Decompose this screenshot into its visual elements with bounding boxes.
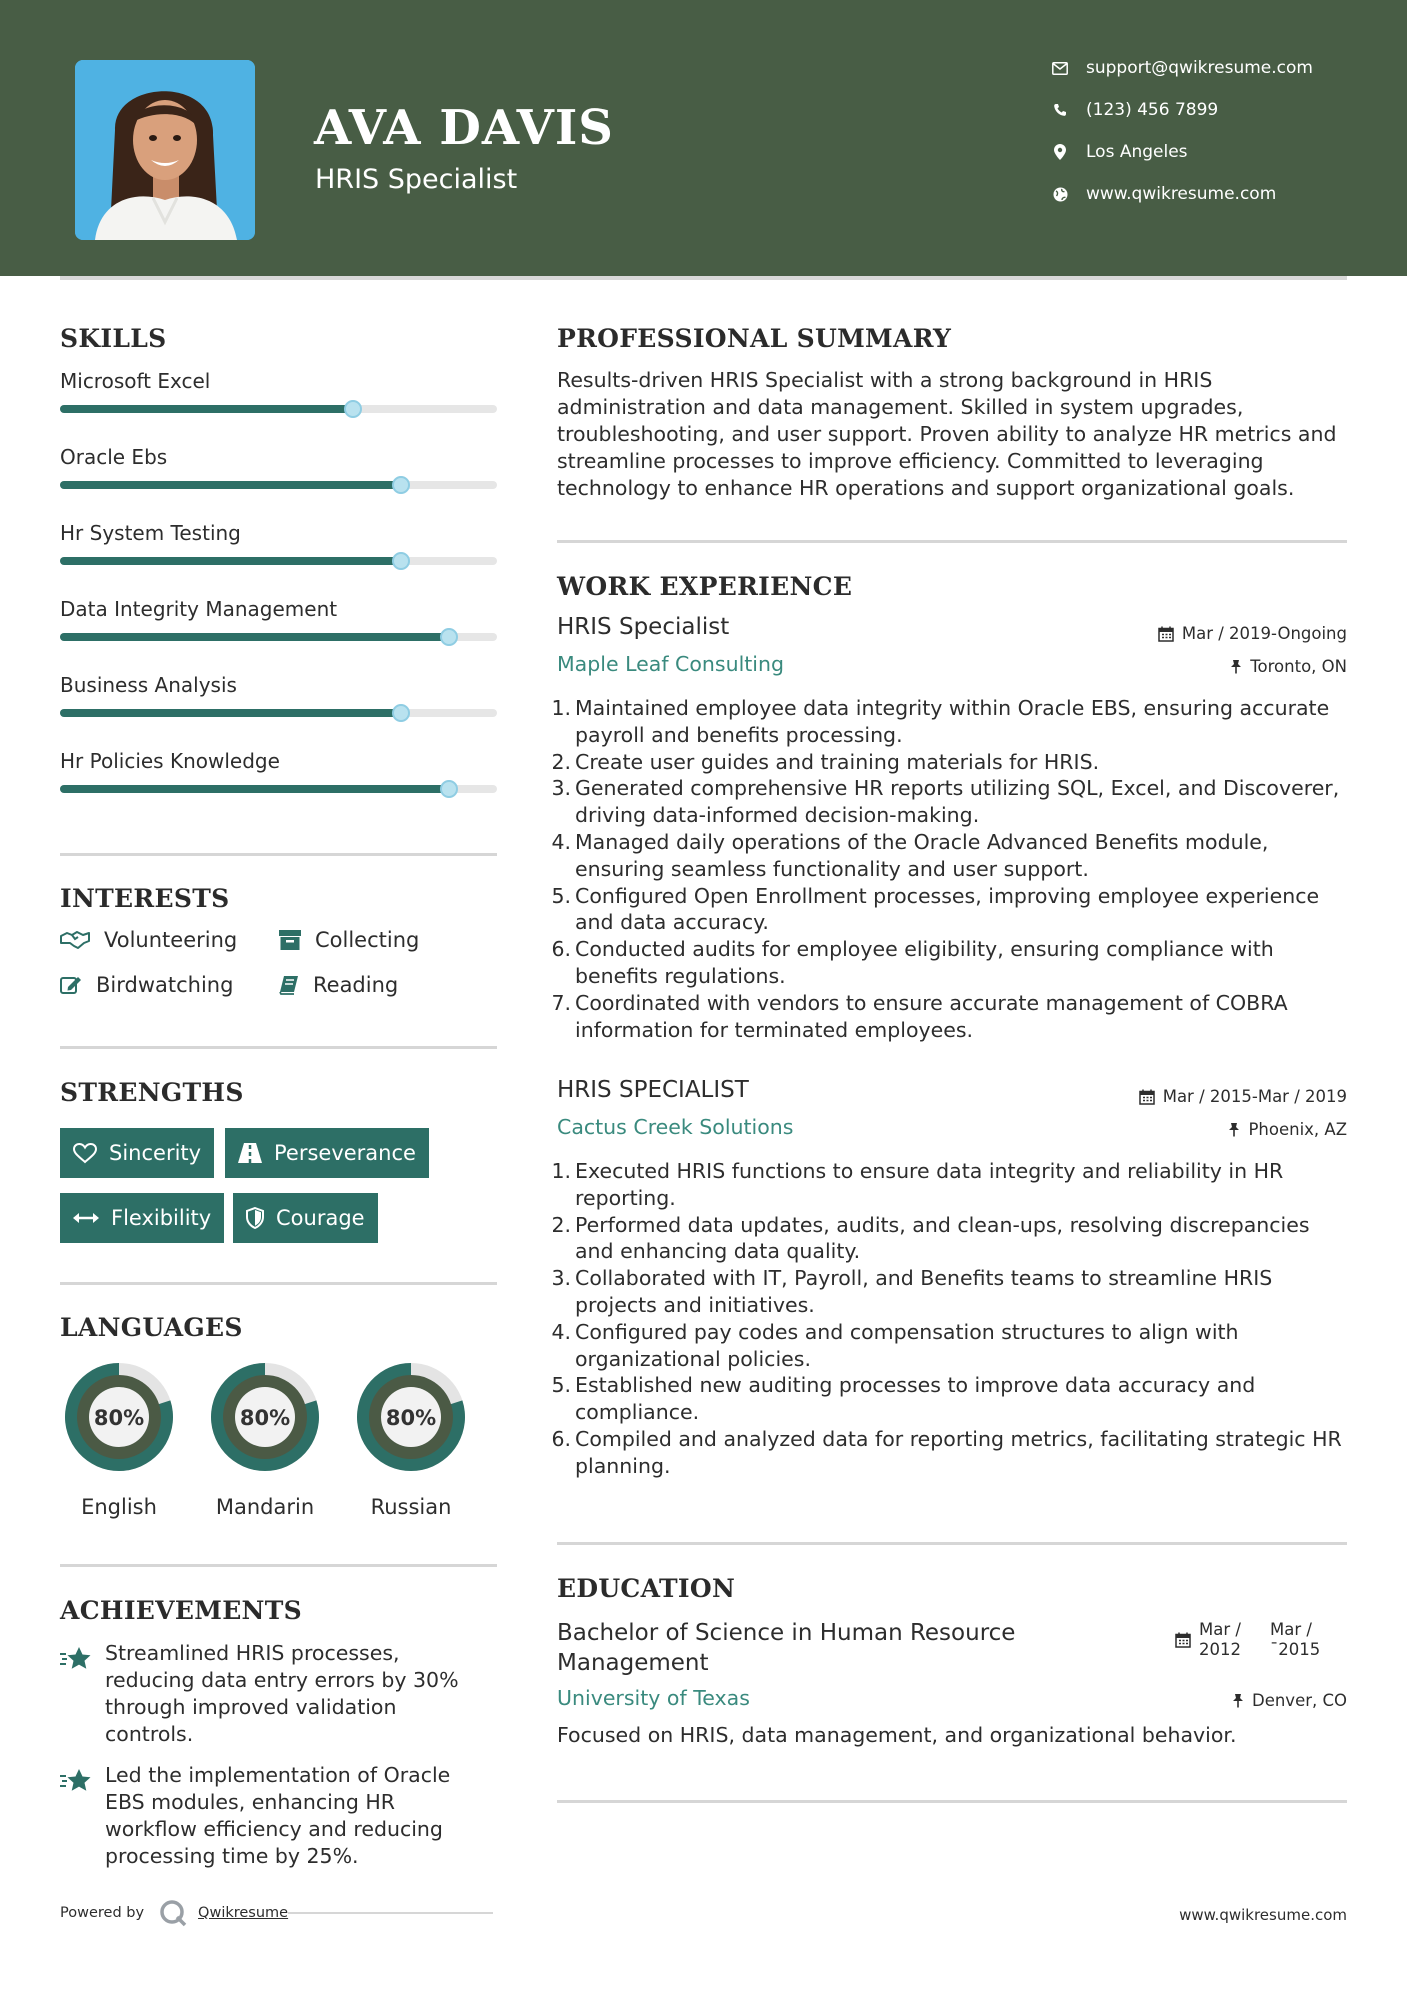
section-divider — [60, 853, 497, 856]
job-duties-list — [551, 695, 1349, 1043]
job-duty: 5. Established new auditing processes to improve data accuracy and compliance. — [551, 1373, 1256, 1425]
job-duty: 3. Generated comprehensive HR reports utilizing SQL, Excel, and Discoverer, driving data-informed decision-making. — [551, 776, 1340, 828]
job-entry-2 — [557, 1077, 1347, 1137]
job-location — [1228, 1120, 1347, 1139]
education-location-text: Denver, CO — [1251, 1691, 1347, 1710]
skill-bar — [60, 785, 497, 793]
powered-by-text: Powered by — [60, 1905, 145, 1921]
skill-item — [60, 749, 497, 773]
road-icon — [238, 1143, 262, 1163]
interest-collecting — [279, 928, 419, 952]
arrows-horizontal-icon — [73, 1211, 99, 1225]
footer-powered-by — [60, 1898, 493, 1928]
contact-phone-text: (123) 456 7899 — [1086, 100, 1219, 120]
job-duty: 4. Managed daily operations of the Oracle Advanced Benefits module, ensuring seamless functionality and user support. — [551, 829, 1269, 881]
interest-label: Collecting — [315, 928, 420, 952]
job-duty: 6. Compiled and analyzed data for reporting metrics, facilitating strategic HR planning. — [551, 1426, 1342, 1478]
skill-bar-fill — [60, 557, 401, 565]
skill-bar — [60, 405, 497, 413]
contact-location-text: Los Angeles — [1086, 142, 1188, 162]
skill-bar-fill — [60, 405, 353, 413]
strength-tag-courage — [233, 1193, 378, 1243]
education-start: Mar / 2012 — [1199, 1620, 1241, 1659]
contact-location — [1050, 142, 1188, 162]
job-dates — [1139, 1087, 1347, 1106]
skill-bar-fill — [60, 785, 449, 793]
job-entry-1 — [557, 614, 1347, 674]
education-degree-line: Management — [557, 1650, 709, 1676]
summary-text: Results-driven HRIS Specialist with a strong background in HRIS administration and data management. Skilled in system upgrades, troubleshooting, and user support. Proven ability to analyze HR metrics and streamline processes to improve efficiency. Committed to leveraging technology to enhance HR operations and support organizational goals. — [557, 368, 1337, 500]
skill-label: Oracle Ebs — [60, 445, 168, 469]
globe-icon — [1050, 184, 1070, 204]
footer-rule — [288, 1912, 493, 1914]
section-divider — [557, 1800, 1347, 1803]
contact-phone[interactable] — [1050, 100, 1218, 120]
job-title: HRIS SPECIALIST — [557, 1077, 749, 1103]
education-degree-line: Bachelor of Science in Human Resource — [557, 1620, 1016, 1646]
star-icon — [60, 1768, 92, 1792]
language-percent: 80% — [239, 1406, 291, 1430]
section-divider — [60, 1282, 497, 1285]
calendar-icon — [1158, 626, 1174, 642]
envelope-icon — [1050, 58, 1070, 78]
job-title: HRIS Specialist — [557, 614, 730, 640]
skill-item — [60, 597, 497, 621]
section-divider — [60, 1564, 497, 1567]
section-divider — [557, 540, 1347, 543]
strength-label: Flexibility — [111, 1206, 212, 1230]
job-company: Cactus Creek Solutions — [557, 1115, 794, 1139]
strength-label: Sincerity — [109, 1141, 202, 1165]
education-location — [1232, 1691, 1347, 1710]
profile-photo — [75, 60, 255, 240]
job-location — [1230, 657, 1347, 676]
pushpin-icon — [1230, 659, 1242, 674]
skill-bar — [60, 481, 497, 489]
strength-tag-perseverance — [225, 1128, 429, 1178]
job-duties-list — [551, 1158, 1349, 1480]
language-percent: 80% — [385, 1406, 437, 1430]
job-dates-text: Mar / 2015-Mar / 2019 — [1162, 1087, 1347, 1106]
skill-bar-fill — [60, 709, 401, 717]
calendar-icon — [1139, 1089, 1155, 1105]
header-divider — [60, 276, 1347, 280]
strengths-heading: STRENGTHS — [60, 1078, 244, 1107]
job-duty: 3. Collaborated with IT, Payroll, and Benefits teams to streamline HRIS projects and initiatives. — [551, 1266, 1273, 1317]
skill-item — [60, 521, 497, 545]
skill-bar-knob[interactable] — [392, 552, 410, 570]
section-divider — [60, 1046, 497, 1049]
interest-label: Volunteering — [104, 928, 238, 952]
skill-bar-knob[interactable] — [392, 704, 410, 722]
shield-icon — [246, 1207, 264, 1229]
interest-volunteering — [60, 928, 237, 952]
summary-heading: PROFESSIONAL SUMMARY — [557, 324, 952, 353]
star-icon — [60, 1646, 92, 1670]
achievement-text: Streamlined HRIS processes, reducing data entry errors by 30% through improved validation controls. — [105, 1641, 459, 1746]
experience-heading: WORK EXPERIENCE — [557, 572, 853, 601]
calendar-icon — [1175, 1632, 1191, 1648]
strength-tag-sincerity — [60, 1128, 214, 1178]
job-duty: 4. Configured pay codes and compensation structures to align with organizational policies. — [551, 1319, 1239, 1371]
education-description: Focused on HRIS, data management, and organizational behavior. — [557, 1723, 1237, 1747]
language-label: Russian — [370, 1495, 452, 1519]
skill-label: Hr System Testing — [60, 521, 241, 545]
language-item — [351, 1357, 471, 1519]
skill-bar — [60, 709, 497, 717]
skill-bar — [60, 633, 497, 641]
education-heading: EDUCATION — [557, 1574, 736, 1603]
skill-label: Business Analysis — [60, 673, 237, 697]
achievements-heading: ACHIEVEMENTS — [60, 1596, 302, 1625]
footer-website[interactable]: www.qwikresume.com — [1179, 1906, 1347, 1924]
interest-label: Reading — [313, 973, 399, 997]
language-label: Mandarin — [215, 1495, 315, 1519]
interest-label: Birdwatching — [96, 973, 234, 997]
job-duty: 1. Executed HRIS functions to ensure data integrity and reliability in HR reporting. — [551, 1159, 1284, 1210]
job-company: Maple Leaf Consulting — [557, 652, 785, 676]
language-donut — [59, 1357, 179, 1477]
pushpin-icon — [1232, 1693, 1244, 1708]
job-dates-text: Mar / 2019-Ongoing — [1181, 624, 1347, 643]
job-duty: 1. Maintained employee data integrity within Oracle EBS, ensuring accurate payroll and benefits processing. — [551, 696, 1330, 747]
strength-label: Courage — [276, 1206, 365, 1230]
strength-tag-flexibility — [60, 1193, 224, 1243]
skill-bar — [60, 557, 497, 565]
strength-label: Perseverance — [274, 1141, 416, 1165]
interest-reading — [279, 973, 398, 997]
job-location-text: Toronto, ON — [1250, 657, 1347, 676]
skill-bar-knob[interactable] — [344, 400, 362, 418]
language-percent: 80% — [93, 1406, 145, 1430]
job-dates — [1158, 624, 1347, 643]
map-pin-icon — [1050, 142, 1070, 162]
language-donut — [351, 1357, 471, 1477]
interests-heading: INTERESTS — [60, 884, 230, 913]
candidate-name: AVA DAVIS — [314, 100, 614, 156]
language-item — [205, 1357, 325, 1519]
achievement-text: Led the implementation of Oracle EBS modules, enhancing HR workflow efficiency and reducing processing time by 25%. — [105, 1763, 451, 1868]
skill-label: Microsoft Excel — [60, 369, 211, 393]
skills-heading: SKILLS — [60, 324, 167, 353]
phone-icon — [1050, 100, 1070, 120]
contact-website[interactable] — [1050, 184, 1276, 204]
language-item — [59, 1357, 179, 1519]
edit-icon — [60, 975, 82, 995]
job-duty: 2. Performed data updates, audits, and clean-ups, resolving discrepancies and enhancing data quality. — [551, 1212, 1310, 1264]
skill-bar-knob[interactable] — [440, 780, 458, 798]
candidate-title: HRIS Specialist — [315, 164, 518, 195]
education-end: Mar / ˉ2015 — [1270, 1620, 1321, 1659]
job-duty: 7. Coordinated with vendors to ensure accurate management of COBRA information for terminated employees. — [551, 990, 1288, 1042]
skill-bar-knob[interactable] — [392, 476, 410, 494]
language-donut — [205, 1357, 325, 1477]
qwikresume-logo-icon — [158, 1898, 188, 1928]
skill-bar-fill — [60, 481, 401, 489]
skill-item — [60, 673, 497, 697]
education-school: University of Texas — [557, 1686, 750, 1710]
interest-birdwatching — [60, 973, 233, 997]
skill-bar-fill — [60, 633, 449, 641]
heart-icon — [73, 1143, 97, 1164]
book-icon — [279, 975, 299, 995]
handshake-icon — [60, 930, 90, 950]
job-duty: 5. Configured Open Enrollment processes, improving employee experience and data accuracy. — [551, 883, 1320, 935]
education-school-row — [557, 1686, 1347, 1716]
job-duty: 6. Conducted audits for employee eligibility, ensuring compliance with benefits regulations. — [551, 937, 1274, 988]
education-degree — [557, 1618, 1077, 1678]
archive-box-icon — [279, 930, 301, 950]
pushpin-icon — [1228, 1122, 1240, 1137]
job-location-text: Phoenix, AZ — [1248, 1120, 1347, 1139]
skill-label: Data Integrity Management — [60, 597, 338, 621]
contact-email[interactable] — [1050, 58, 1313, 78]
job-duty: 2. Create user guides and training materials for HRIS. — [551, 749, 1100, 774]
qwikresume-link[interactable]: Qwikresume — [198, 1905, 289, 1921]
languages-heading: LANGUAGES — [60, 1313, 243, 1342]
language-label: English — [81, 1495, 157, 1519]
contact-website-text: www.qwikresume.com — [1086, 184, 1277, 204]
section-divider — [557, 1542, 1347, 1545]
skill-item — [60, 445, 497, 469]
contact-email-text: support@qwikresume.com — [1086, 58, 1313, 78]
skill-label: Hr Policies Knowledge — [60, 749, 280, 773]
skill-bar-knob[interactable] — [440, 628, 458, 646]
skill-item — [60, 369, 497, 393]
